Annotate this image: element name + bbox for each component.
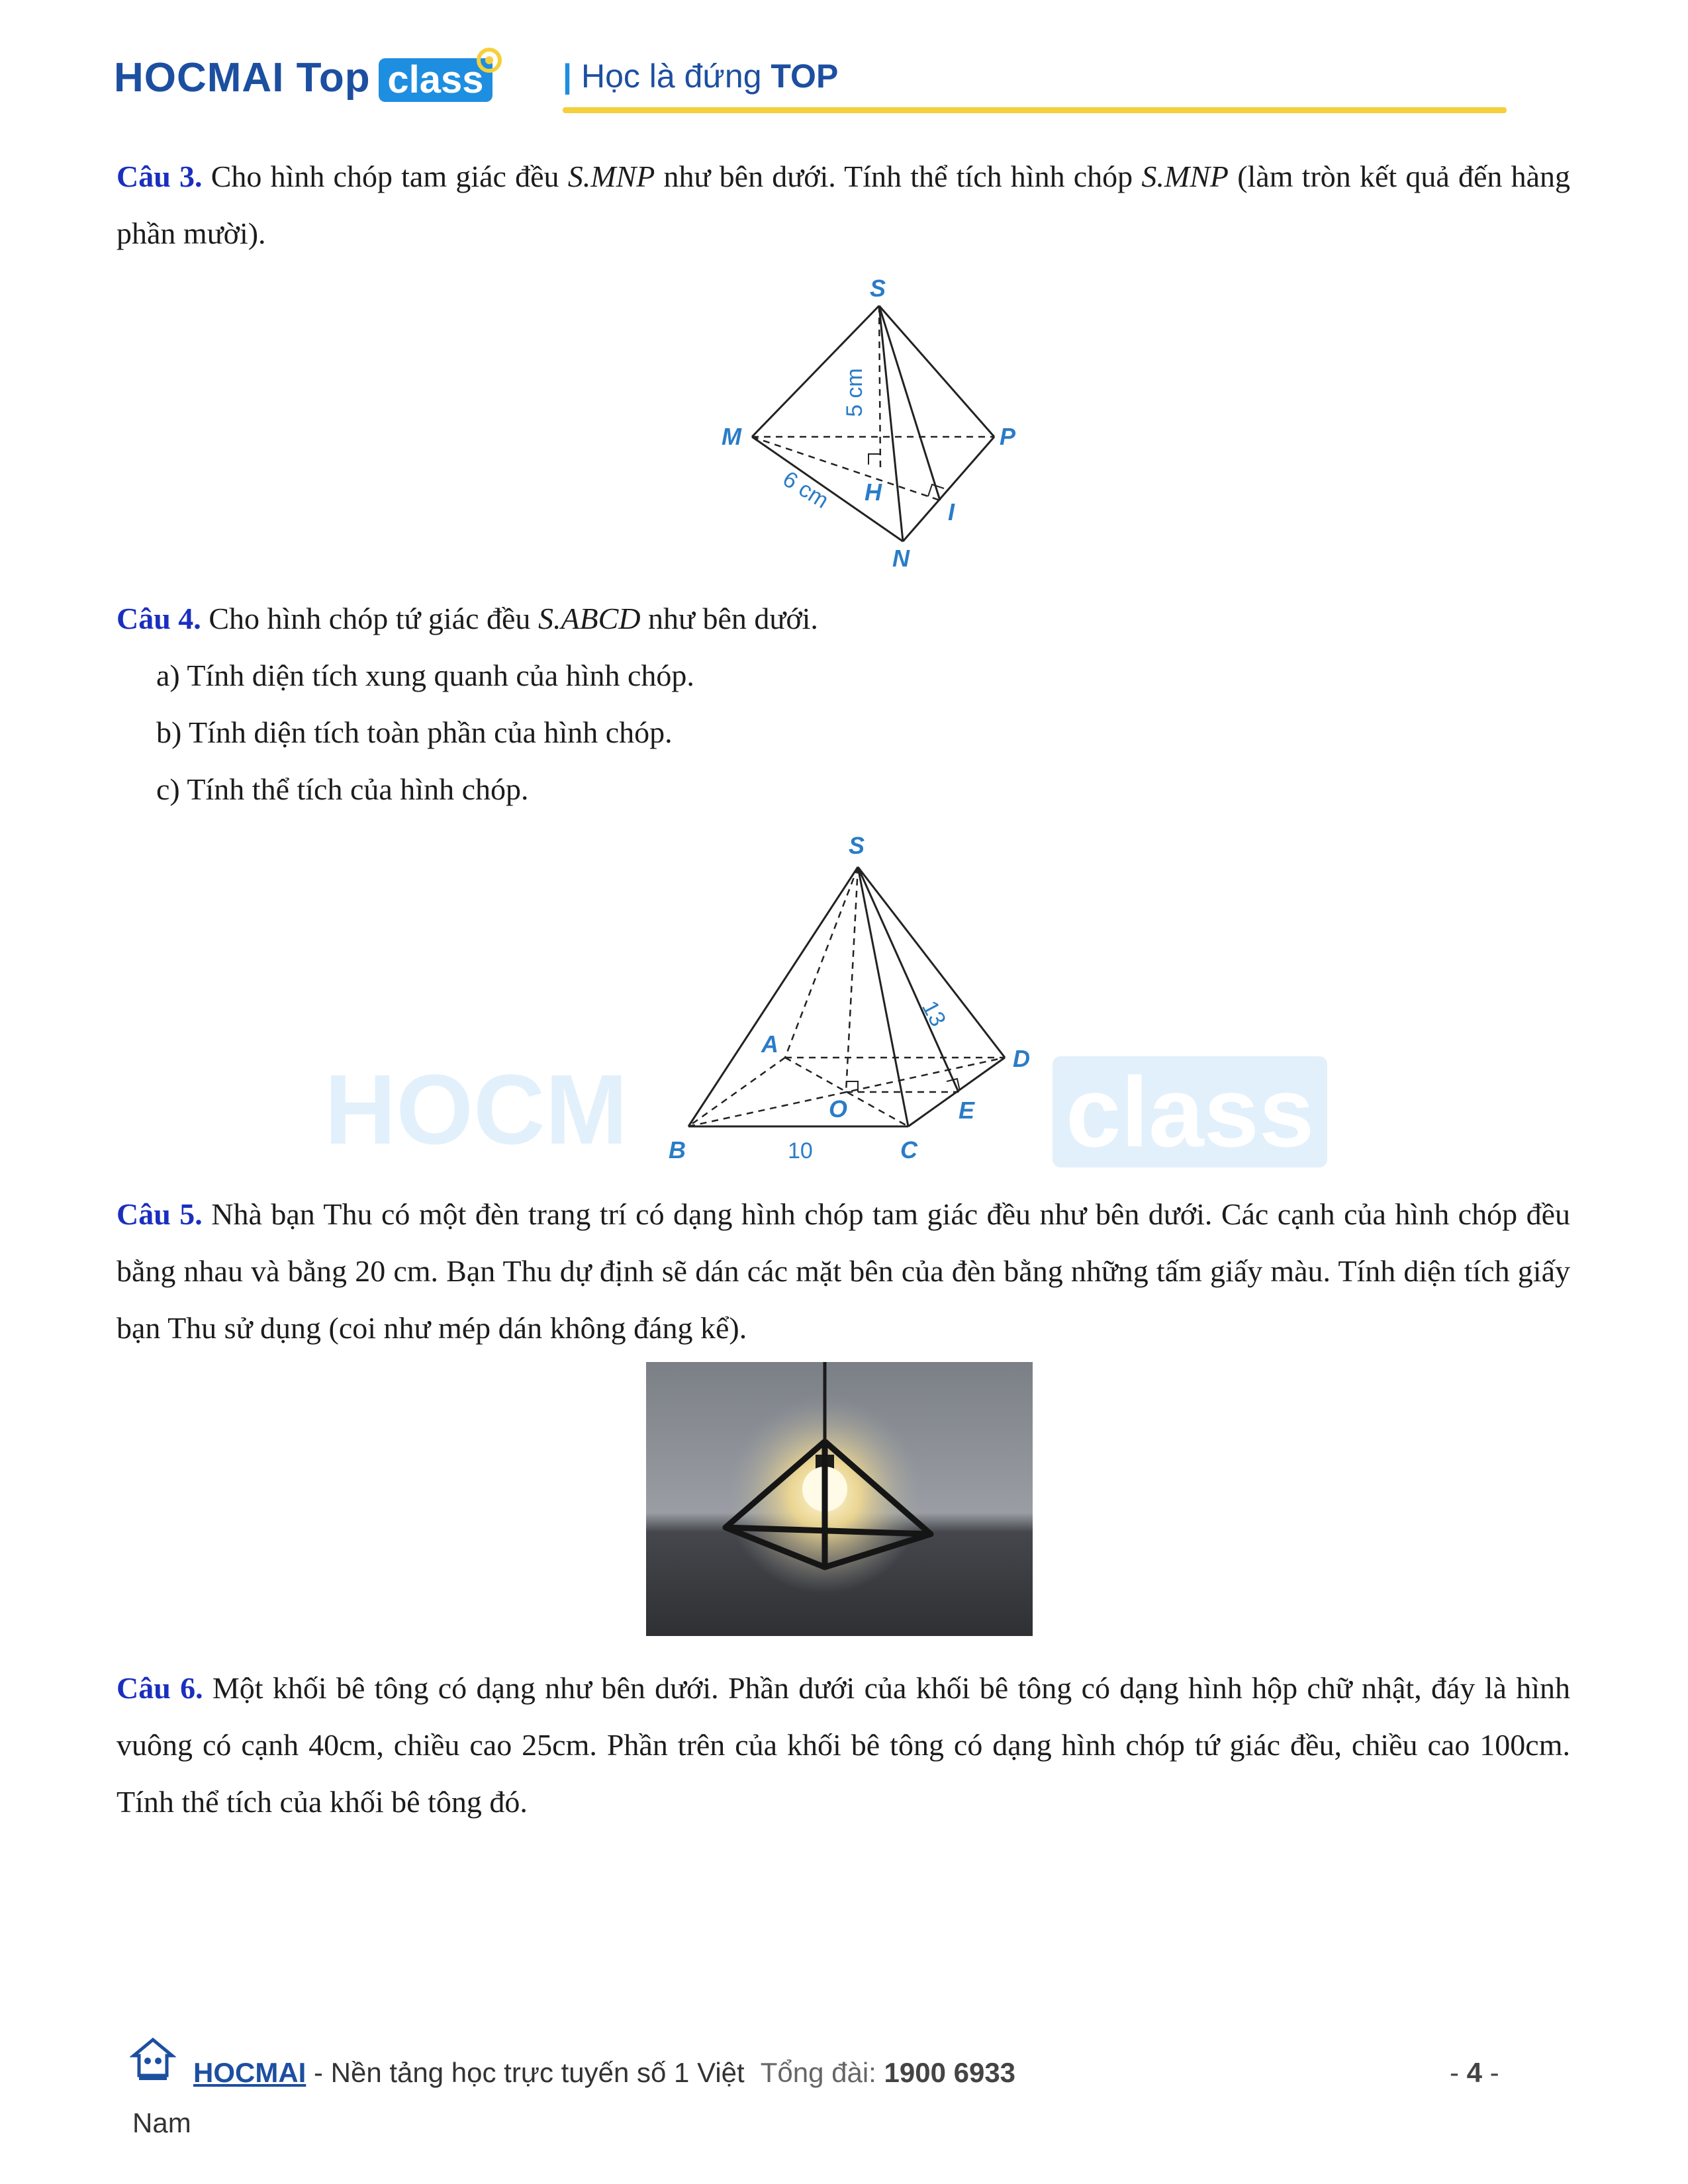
measure-height: 5 cm [842,368,867,417]
hocmai-house-icon [130,2036,176,2082]
watermark-hocmai: HOCM [324,1054,628,1165]
question-6-label: Câu 6. [117,1671,203,1705]
hocmai-logo-text: HOCMAI Top [114,55,371,101]
label-a: A [761,1030,778,1058]
label-s: S [870,275,886,302]
measure-slant: 13 [916,996,951,1031]
footer-phone: 1900 6933 [884,2057,1016,2088]
question-3-text [117,148,1570,262]
measure-base: 10 [788,1138,813,1163]
question-4-text [117,590,1570,647]
question-5-text [117,1186,1570,1357]
question-4-part-b: b) Tính diện tích toàn phần của hình chóp. [156,715,673,749]
page-header [0,0,1688,132]
question-6-text [117,1660,1570,1831]
tagline-prefix: Học là đứng [581,58,762,95]
tagline-highlight: TOP [771,58,839,95]
question-3-text-part: (làm tròn kết quả đến hàng phần mười). [117,159,1570,250]
tagline-divider: | [563,58,572,95]
footer-slogan-continuation: Nam [132,2107,191,2138]
page-footer [0,2025,1688,2184]
measure-side: 6 cm [778,466,833,514]
footer-phone-label: Tổng đài: [760,2057,884,2088]
tagline [563,57,838,95]
math-sabcd: S.ABCD [538,602,641,635]
page-number-value: 4 [1466,2057,1483,2088]
label-c: C [900,1136,917,1163]
page-number: - 4 - [1450,2057,1499,2088]
label-n: N [892,545,910,572]
label-p: P [1000,423,1016,450]
hocmai-logo-class-badge: class [379,58,492,102]
question-3-label: Câu 3. [117,159,203,193]
question-3-text-part: Cho hình chóp tam giác đều [202,159,568,193]
label-i: I [948,498,955,525]
question-4-part-a: a) Tính diện tích xung quanh của hình chóp. [156,659,694,692]
label-d: D [1013,1045,1030,1072]
figure-triangular-pyramid [715,271,1033,576]
label-m: M [722,423,741,450]
label-e: E [959,1097,975,1124]
question-4-text-part: như bên dưới. [640,602,818,635]
label-h: H [865,478,882,506]
pyramid-lamp-photo [646,1362,1033,1636]
question-4-text-part: Cho hình chóp tứ giác đều [201,602,538,635]
question-5-body: Nhà bạn Thu có một đèn trang trí có dạng hình chóp tam giác đều như bên dưới. Các cạnh của hình chóp đều bằng nhau và bằng 20 cm. Bạn Thu dự định sẽ dán các mặt bên của đèn bằng những tấm giấy màu. Tính diện tích giấy bạn Thu sử dụng (coi như mép dán không đáng kể). [117,1197,1570,1345]
sun-icon [474,45,504,75]
footer-slogan-text: - Nền tảng học trực tuyến số 1 Việt [306,2057,745,2088]
figure-square-pyramid [662,827,1046,1165]
question-4-part-c: c) Tính thể tích của hình chóp. [156,772,529,806]
math-smnp: S.MNP [1141,159,1229,193]
footer-slogan [193,2057,1015,2089]
label-s: S [849,832,865,859]
question-5-label: Câu 5. [117,1197,203,1231]
question-4-label: Câu 4. [117,602,201,635]
question-6-body: Một khối bê tông có dạng như bên dưới. Phần dưới của khối bê tông có dạng hình hộp chữ nhật, đáy là hình vuông có cạnh 40cm, chiều cao 25cm. Phần trên của khối bê tông có dạng hình chóp tứ giác đều, chiều cao 100cm. Tính thể tích của khối bê tông đó. [117,1671,1570,1819]
math-smnp: S.MNP [567,159,655,193]
label-b: B [669,1136,686,1163]
watermark-class: class [1053,1056,1327,1167]
footer-brand-link[interactable]: HOCMAI [193,2057,306,2088]
header-divider-line [563,107,1507,113]
label-o: O [829,1095,848,1122]
question-3-text-part: như bên dưới. Tính thể tích hình chóp [655,159,1142,193]
